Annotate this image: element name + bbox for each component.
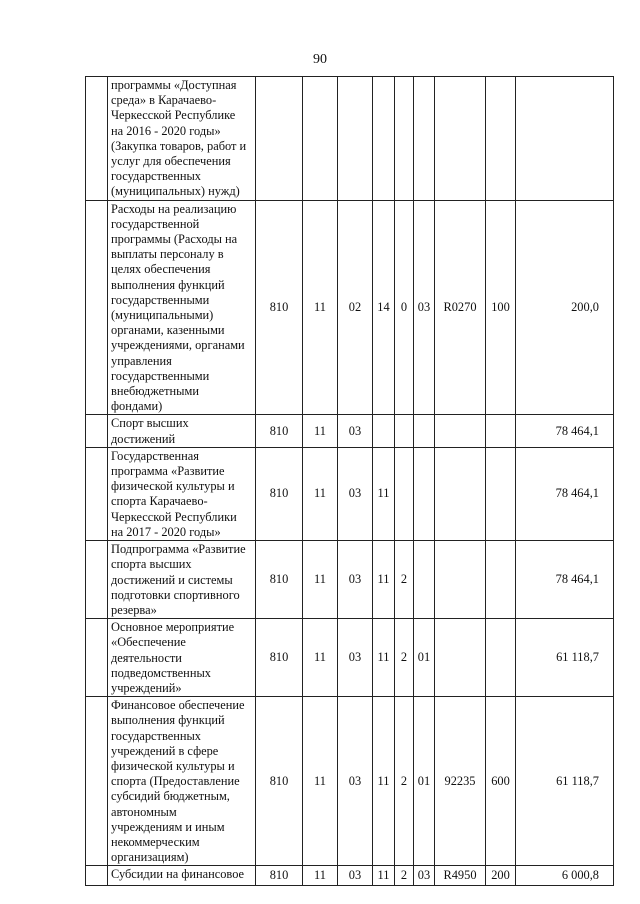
- row-event-code: [414, 415, 435, 447]
- row-direction-code: [435, 415, 486, 447]
- row-section-code: 11: [303, 541, 338, 619]
- page-number: 90: [313, 52, 327, 67]
- budget-table: [85, 76, 614, 886]
- row-event-code: 01: [414, 697, 435, 866]
- row-event-code: 03: [414, 866, 435, 886]
- row-ministry-code: 810: [256, 541, 303, 619]
- row-ministry-code: 810: [256, 697, 303, 866]
- row-subprogram-code: [395, 415, 414, 447]
- row-section-code: 11: [303, 200, 338, 415]
- table-row: [86, 619, 614, 697]
- row-blank-cell: [86, 619, 108, 697]
- row-program-code: [373, 415, 395, 447]
- row-sum: 78 464,1: [516, 415, 614, 447]
- row-blank-cell: [86, 200, 108, 415]
- row-subprogram-code: [395, 77, 414, 201]
- row-direction-code: R0270: [435, 200, 486, 415]
- row-sum: 200,0: [516, 200, 614, 415]
- table-row: [86, 200, 614, 415]
- row-event-code: [414, 541, 435, 619]
- row-expense-type-code: 600: [486, 697, 516, 866]
- row-direction-code: [435, 447, 486, 540]
- row-subprogram-code: 2: [395, 541, 414, 619]
- row-event-code: 01: [414, 619, 435, 697]
- row-sum: [516, 77, 614, 201]
- row-blank-cell: [86, 415, 108, 447]
- row-expense-type-code: [486, 541, 516, 619]
- row-subprogram-code: 2: [395, 697, 414, 866]
- row-section-code: 11: [303, 447, 338, 540]
- row-program-code: 14: [373, 200, 395, 415]
- row-direction-code: R4950: [435, 866, 486, 886]
- row-expense-type-code: 200: [486, 866, 516, 886]
- row-direction-code: 92235: [435, 697, 486, 866]
- row-name: Подпрограмма «Развитие спорта высших достижений и системы подготовки спортивного резерва»: [108, 541, 256, 619]
- row-ministry-code: [256, 77, 303, 201]
- row-direction-code: [435, 77, 486, 201]
- row-section-code: 11: [303, 697, 338, 866]
- row-subsection-code: 02: [338, 200, 373, 415]
- row-expense-type-code: [486, 415, 516, 447]
- table-row: [86, 415, 614, 447]
- row-name: Спорт высших достижений: [108, 415, 256, 447]
- row-expense-type-code: 100: [486, 200, 516, 415]
- row-section-code: [303, 77, 338, 201]
- row-subprogram-code: 2: [395, 866, 414, 886]
- row-section-code: 11: [303, 866, 338, 886]
- row-sum: 78 464,1: [516, 541, 614, 619]
- row-blank-cell: [86, 77, 108, 201]
- row-name: Субсидии на финансовое: [108, 866, 256, 886]
- row-program-code: [373, 77, 395, 201]
- table-row: [86, 697, 614, 866]
- row-subprogram-code: 2: [395, 619, 414, 697]
- row-program-code: 11: [373, 619, 395, 697]
- row-ministry-code: 810: [256, 866, 303, 886]
- row-direction-code: [435, 541, 486, 619]
- row-name: Основное мероприятие «Обеспечение деятельности подведомственных учреждений»: [108, 619, 256, 697]
- row-ministry-code: 810: [256, 415, 303, 447]
- table-row: [86, 77, 614, 201]
- row-subprogram-code: [395, 447, 414, 540]
- row-expense-type-code: [486, 447, 516, 540]
- row-subsection-code: 03: [338, 447, 373, 540]
- row-name: Государственная программа «Развитие физической культуры и спорта Карачаево- Черкесской Республики на 2017 - 2020 годы»: [108, 447, 256, 540]
- row-subsection-code: 03: [338, 619, 373, 697]
- row-subsection-code: 03: [338, 697, 373, 866]
- budget-table-body: [86, 77, 614, 886]
- row-blank-cell: [86, 697, 108, 866]
- row-ministry-code: 810: [256, 447, 303, 540]
- row-program-code: 11: [373, 697, 395, 866]
- row-event-code: 03: [414, 200, 435, 415]
- row-blank-cell: [86, 541, 108, 619]
- table-row: [86, 541, 614, 619]
- row-subsection-code: 03: [338, 866, 373, 886]
- row-program-code: 11: [373, 447, 395, 540]
- row-ministry-code: 810: [256, 200, 303, 415]
- row-sum: 61 118,7: [516, 697, 614, 866]
- row-name: Расходы на реализацию государственной программы (Расходы на выплаты персоналу в целях обеспечения выполнения функций государственными (муниципальными) органами, казенными учреждениями, органами управления государственными внебюджетными фондами): [108, 200, 256, 415]
- row-ministry-code: 810: [256, 619, 303, 697]
- row-event-code: [414, 447, 435, 540]
- table-row: [86, 447, 614, 540]
- row-program-code: 11: [373, 866, 395, 886]
- row-subprogram-code: 0: [395, 200, 414, 415]
- row-program-code: 11: [373, 541, 395, 619]
- row-sum: 6 000,8: [516, 866, 614, 886]
- row-section-code: 11: [303, 415, 338, 447]
- row-blank-cell: [86, 866, 108, 886]
- row-expense-type-code: [486, 619, 516, 697]
- row-expense-type-code: [486, 77, 516, 201]
- table-row: [86, 866, 614, 886]
- row-subsection-code: [338, 77, 373, 201]
- row-blank-cell: [86, 447, 108, 540]
- row-name: Финансовое обеспечение выполнения функций государственных учреждений в сфере физической культуры и спорта (Предоставление субсидий бюджетным, автономным учреждениям и иным некоммерческим организациям): [108, 697, 256, 866]
- row-section-code: 11: [303, 619, 338, 697]
- row-name: программы «Доступная среда» в Карачаево- Черкесской Республике на 2016 - 2020 годы» (Закупка товаров, работ и услуг для обеспечения государственных (муниципальных) нужд): [108, 77, 256, 201]
- row-sum: 78 464,1: [516, 447, 614, 540]
- row-sum: 61 118,7: [516, 619, 614, 697]
- row-subsection-code: 03: [338, 541, 373, 619]
- row-direction-code: [435, 619, 486, 697]
- row-subsection-code: 03: [338, 415, 373, 447]
- row-event-code: [414, 77, 435, 201]
